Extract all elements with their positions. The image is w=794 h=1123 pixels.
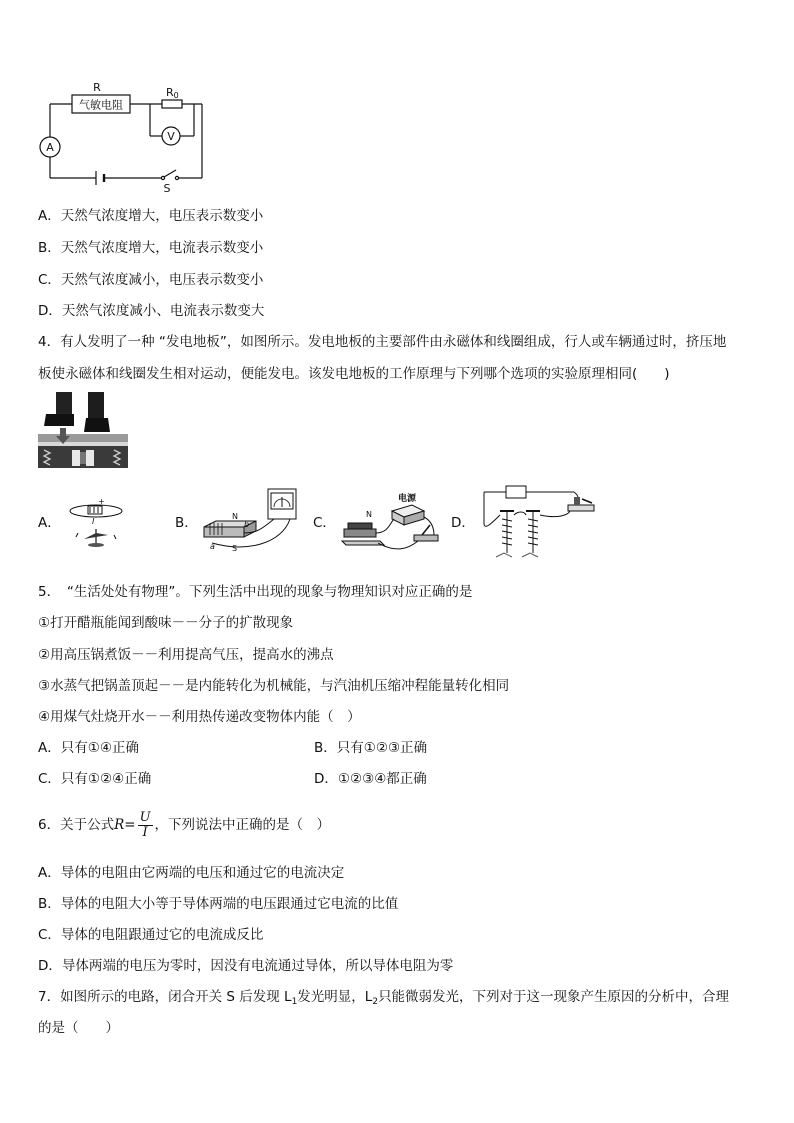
q5-stem: 5． “生活处处有物理”。下列生活中出现的现象与物理知识对应正确的是 — [38, 584, 473, 600]
q4-option-c-figure — [338, 489, 444, 557]
q5-item-1: ①打开醋瓶能闻到酸味－－分子的扩散现象 — [38, 615, 294, 631]
c-n-label: N — [366, 510, 372, 519]
q6-option-b: B．导体的电阻大小等于导体两端的电压跟通过它电流的比值 — [38, 896, 399, 912]
q5-item-2: ②用高压锅煮饭－－利用提高气压，提高水的沸点 — [38, 647, 334, 663]
q4-option-a-figure — [60, 497, 130, 552]
q7-stem-line2: 的是（ ） — [38, 1020, 119, 1036]
power-floor-image — [38, 392, 128, 468]
voltmeter-label: V — [167, 130, 175, 143]
q5-item-4: ④用煤气灶烧开水－－利用热传递改变物体内能（ ） — [38, 709, 361, 725]
b-a-label: a — [210, 542, 215, 551]
q7-l1-subscript: 1 — [291, 997, 298, 1007]
ammeter-label: A — [46, 141, 54, 154]
sensor-resistor-label: 气敏电阻 — [79, 98, 123, 112]
q7-stem-part-c: 只能微弱发光，下列对于这一现象产生原因的分析中，合理 — [378, 989, 730, 1005]
switch-label: S — [163, 182, 171, 195]
q6-formula-numerator: U — [139, 809, 151, 825]
q3-option-d: D．天然气浓度减小、电流表示数变大 — [38, 303, 265, 319]
q5-option-c: C．只有①②④正确 — [38, 771, 152, 787]
q6-stem-prefix: 6．关于公式 — [38, 817, 115, 833]
r0-label: R0 — [166, 86, 179, 100]
r-label: R — [93, 81, 101, 94]
q6-option-c: C．导体的电阻跟通过它的电流成反比 — [38, 927, 264, 943]
circuit-diagram — [36, 80, 216, 195]
q4-option-c-label: C． — [313, 515, 336, 531]
q7-stem-line1 — [38, 987, 729, 1012]
q4-option-d-figure — [478, 483, 606, 563]
q4-option-a-label: A． — [38, 515, 61, 531]
q4-option-d-label: D． — [451, 515, 475, 531]
q5-option-b: B．只有①②③正确 — [314, 740, 428, 756]
svg-text:I: I — [92, 517, 95, 526]
q4-option-b-figure — [198, 487, 310, 557]
q3-option-c: C．天然气浓度减小，电压表示数变小 — [38, 272, 264, 288]
q5-option-d: D．①②③④都正确 — [314, 771, 427, 787]
q6-option-d: D．导体两端的电压为零时，因没有电流通过导体，所以导体电阻为零 — [38, 958, 454, 974]
q7-stem-part-a: 7．如图所示的电路，闭合开关 S 后发现 L — [38, 989, 292, 1005]
q6-stem — [38, 810, 330, 840]
b-b-label: b — [244, 520, 250, 529]
q4-stem-line2: 板使永磁体和线圈发生相对运动，便能发电。该发电地板的工作原理与下列哪个选项的实验原理相同( ) — [38, 366, 670, 382]
q6-formula-denominator: I — [142, 824, 148, 840]
q5-item-3: ③水蒸气把锅盖顶起－－是内能转化为机械能，与汽油机压缩冲程能量转化相同 — [38, 678, 510, 694]
b-n-label: N — [232, 512, 238, 521]
q6-formula-lhs: R= — [114, 817, 136, 833]
q4-stem-line1: 4．有人发明了一种 “发电地板”，如图所示。发电地板的主要部件由永磁体和线圈组成，行人或车辆通过时，挤压地 — [38, 334, 727, 350]
q6-formula-fraction — [138, 811, 153, 840]
q7-stem-part-b: 发光明显，L — [297, 989, 373, 1005]
q3-option-a: A．天然气浓度增大，电压表示数变小 — [38, 208, 264, 224]
b-s-label: S — [232, 544, 238, 553]
q5-option-a: A．只有①④正确 — [38, 740, 139, 756]
r0-resistor — [162, 100, 182, 108]
q6-stem-suffix: ，下列说法中正确的是（ ） — [154, 817, 331, 833]
switch-icon — [161, 170, 178, 180]
battery-icon — [96, 171, 104, 185]
q3-option-b: B．天然气浓度增大，电流表示数变小 — [38, 240, 264, 256]
svg-text:+: + — [98, 497, 105, 506]
c-power-label: 电源 — [398, 494, 417, 504]
q4-option-b-label: B． — [175, 515, 198, 531]
q6-option-a: A．导体的电阻由它两端的电压和通过它的电流决定 — [38, 865, 345, 881]
q7-l2-subscript: 2 — [372, 997, 379, 1007]
